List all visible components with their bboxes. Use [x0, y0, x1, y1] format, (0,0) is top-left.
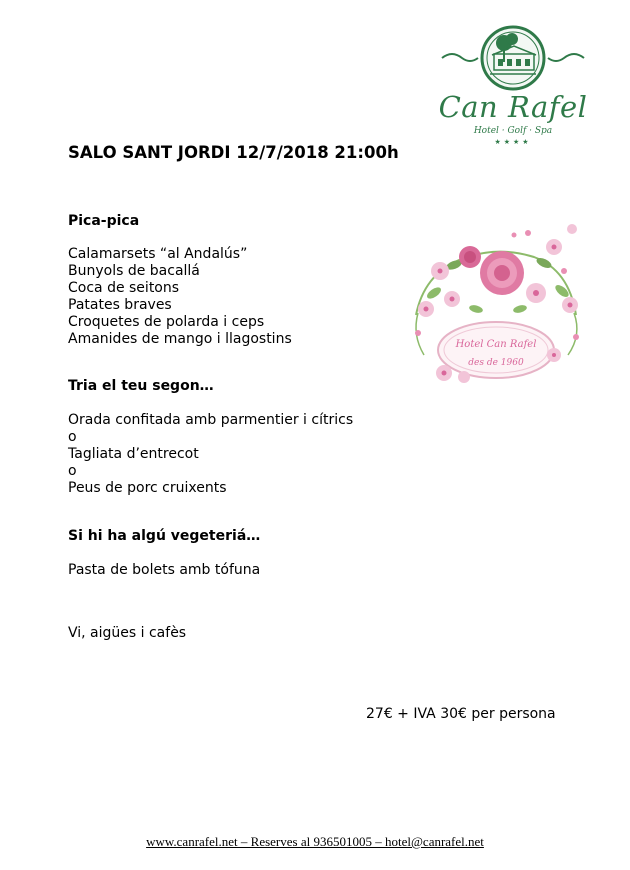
- menu-item: Croquetes de polarda i ceps: [68, 314, 265, 330]
- menu-item: Patates braves: [68, 297, 172, 313]
- menu-item: Coca de seitons: [68, 280, 180, 296]
- menu-item: Amanides de mango i llagostins: [68, 331, 292, 347]
- floral-text-hotel: Hotel Can Rafel: [455, 339, 537, 350]
- menu-item: Tagliata d’entrecot: [68, 446, 199, 462]
- price-line: 27€ + IVA 30€ per persona: [366, 706, 556, 722]
- menu-item: Pasta de bolets amb tófuna: [68, 562, 261, 578]
- floral-text-since: des de 1960: [468, 358, 524, 368]
- floral-wreath-icon: [404, 205, 588, 400]
- segon-list: [68, 412, 353, 497]
- section-heading-pica-pica: Pica-pica: [68, 213, 140, 229]
- section-heading-segon: Tria el teu segon…: [68, 378, 214, 394]
- logo-name: Can Rafel: [438, 90, 588, 124]
- footer-contact[interactable]: www.canrafel.net – Reserves al 936501005 – hotel@canrafel.net: [146, 834, 484, 849]
- menu-item: Orada confitada amb parmentier i cítrics: [68, 412, 354, 428]
- hotel-logo: [438, 22, 588, 150]
- drinks-line: Vi, aigües i cafès: [68, 625, 187, 641]
- page-title: SALO SANT JORDI 12/7/2018 21:00h: [68, 143, 399, 162]
- menu-item: Peus de porc cruixents: [68, 480, 227, 496]
- floral-frame: [404, 205, 588, 400]
- logo-emblem-icon: [438, 22, 588, 92]
- logo-stars: ★★★★: [494, 138, 532, 146]
- menu-item-or: o: [68, 429, 77, 445]
- section-heading-vegetaria: Si hi ha algú vegeteriá…: [68, 528, 261, 544]
- logo-subtitle: Hotel · Golf · Spa: [473, 126, 553, 136]
- menu-item-or: o: [68, 463, 77, 479]
- menu-item: Bunyols de bacallá: [68, 263, 200, 279]
- menu-item: Calamarsets “al Andalús”: [68, 246, 248, 262]
- pica-pica-list: [68, 246, 292, 348]
